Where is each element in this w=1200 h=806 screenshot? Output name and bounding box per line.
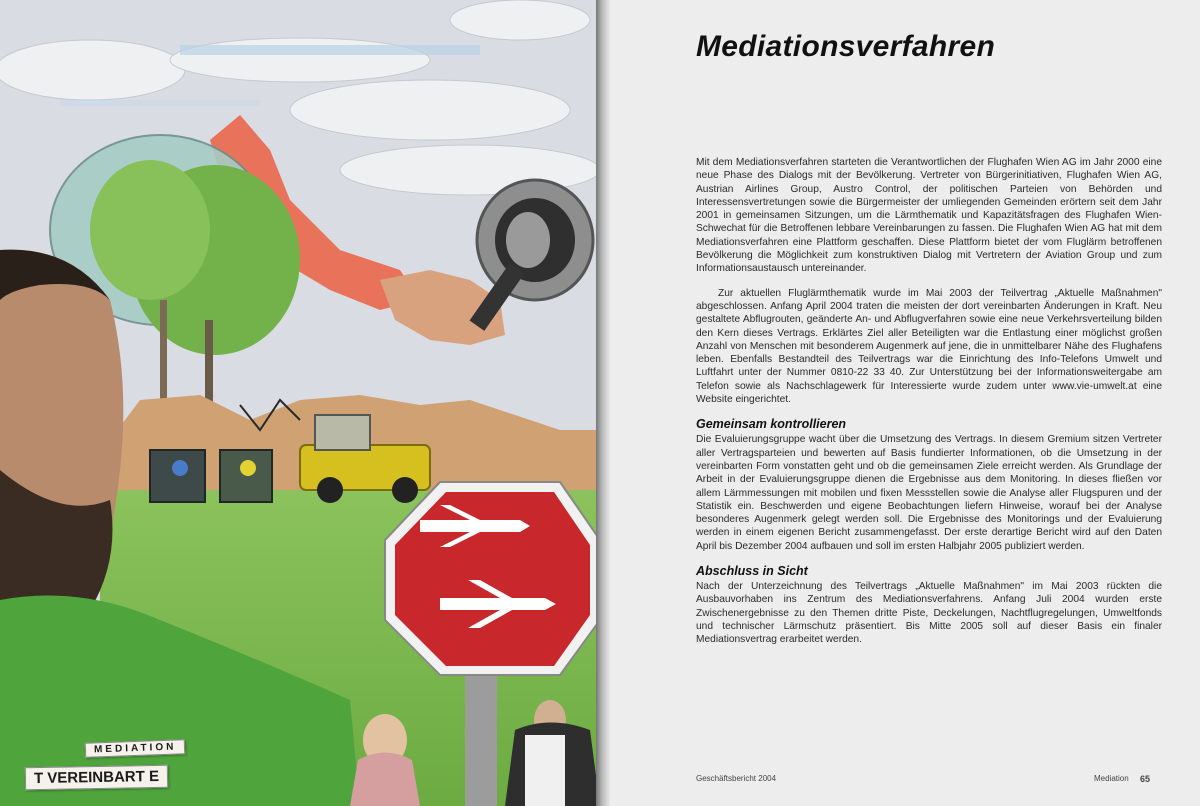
shirt-label-tape-top: MEDIATION	[85, 739, 186, 757]
book-gutter	[596, 0, 610, 806]
section-text-control: Die Evaluierungsgruppe wacht über die Umsetzung des Vertrags. In diesem Gremium sitzen Vertreter aller Vertragsparteien und bewerten auf Basis fundierter Informationen, ob die Umsetzung in der vereinbarten Form vonstatten geht und ob die gemeinsamen Ziele erreicht werden. Als Grundlage der Arbeit in der Evaluierungsgruppe dienen die Ergebnisse aus dem Monitoring. In dieses fließen vor allem Lärmmessungen mit mobilen und fixen Messstellen sowie die Analyse aller Flugspuren und der Statistik ein. Beschwerden und eigene Beobachtungen liefern Hinweise, worauf bei der Analyse besonderes Augenmerk gelegt werden soll. Die Ergebnisse des Monitorings und der Evaluierung werden in einem eigenen Bericht zusammengefasst. Der erste derartige Bericht wird auf den Daten April bis Dezember 2004 aufbauen und soll im ersten Halbjahr 2005 publiziert werden.	[696, 434, 1162, 552]
section-heading-control: Gemeinsam kontrollieren	[696, 417, 847, 432]
article-title: Mediationsverfahren	[696, 30, 996, 63]
article-body	[696, 156, 1162, 658]
section-heading-conclusion: Abschluss in Sicht	[696, 564, 808, 579]
intro-paragraph-1: Mit dem Mediationsverfahren starteten die Verantwortlichen der Flughafen Wien AG im Jahr 2000 eine neue Phase des Dialogs mit der Bevölkerung. Vertreter von Bürgerinitiativen, Flughafen Wien AG, Austrian Airlines Group, Austro Control, der politischen Parteien von Behörden und Interessensvertretungen sowie die Bürgermeister der umliegenden Gemeinden erörtern seit dem Jahr 2001 in gemeinsamen Sitzungen, um die Lärmthematik und Kapazitätsfragen des Flughafen Wien-Schwechat für die Betroffenen lebbare Vereinbarungen zu fassen. Die Flughafen Wien AG hat mit dem Mediationsverfahren eine Plattform geschaffen. Diese Plattform bietet der vom Fluglärm betroffenen Bevölkerung die Möglichkeit zum konstruktiven Dialog mit Vertretern der Aviation Group und zum Informationsaustausch untereinander.	[696, 157, 1162, 275]
page-number: 65	[1140, 774, 1151, 784]
footer-publication: Geschäftsbericht 2004	[696, 774, 777, 783]
footer-section: Mediation	[1094, 774, 1129, 783]
intro-paragraph-2: Zur aktuellen Fluglärmthematik wurde im Mai 2003 der Teilvertrag „Aktuelle Maßnahmen" abgeschlossen. Anfang April 2004 traten die meisten der dort vereinbarten Änderungen in Kraft. Neu gestaltete Abflugrouten, geänderte An- und Abflugverfahren sowie eine neue Verkehrsverteilung bilden den Kern dieses Vertrags. Erklärtes Ziel aller Beteiligten war die Entlastung einer möglichst großen Anzahl von Menschen mit besonderem Augenmerk auf jene, die in unmittelbarer Nähe des Flughafens leben. Ebenfalls Bestandteil des Teilvertrags war die Einrichtung des Info-Telefons Umwelt und Luftfahrt unter der Nummer 0810-22 33 40. Zur Unterstützung bei der Informationsweitergabe am Telefon sowie als Nachschlagewerk für Interessierte wurde zudem unter www.vie-umwelt.at eine Website eingerichtet.	[696, 287, 1162, 406]
section-text-conclusion: Nach der Unterzeichnung des Teilvertrags „Aktuelle Maßnahmen" im Mai 2003 rückten die Ausbauvorhaben ins Zentrum des Mediationsverfahrens. Anfang Juli 2004 wurden erste Zwischenergebnisse zu den Themen dritte Piste, Deckelungen, Nachtflugregelungen, Umweltfonds und technischer Lärmschutz präsentiert. Bis Mitte 2005 soll auf dieser Basis ein finaler Mediationsvertrag erarbeitet werden.	[696, 581, 1162, 646]
shirt-label-tape-bottom: T VEREINBART E	[25, 765, 168, 790]
